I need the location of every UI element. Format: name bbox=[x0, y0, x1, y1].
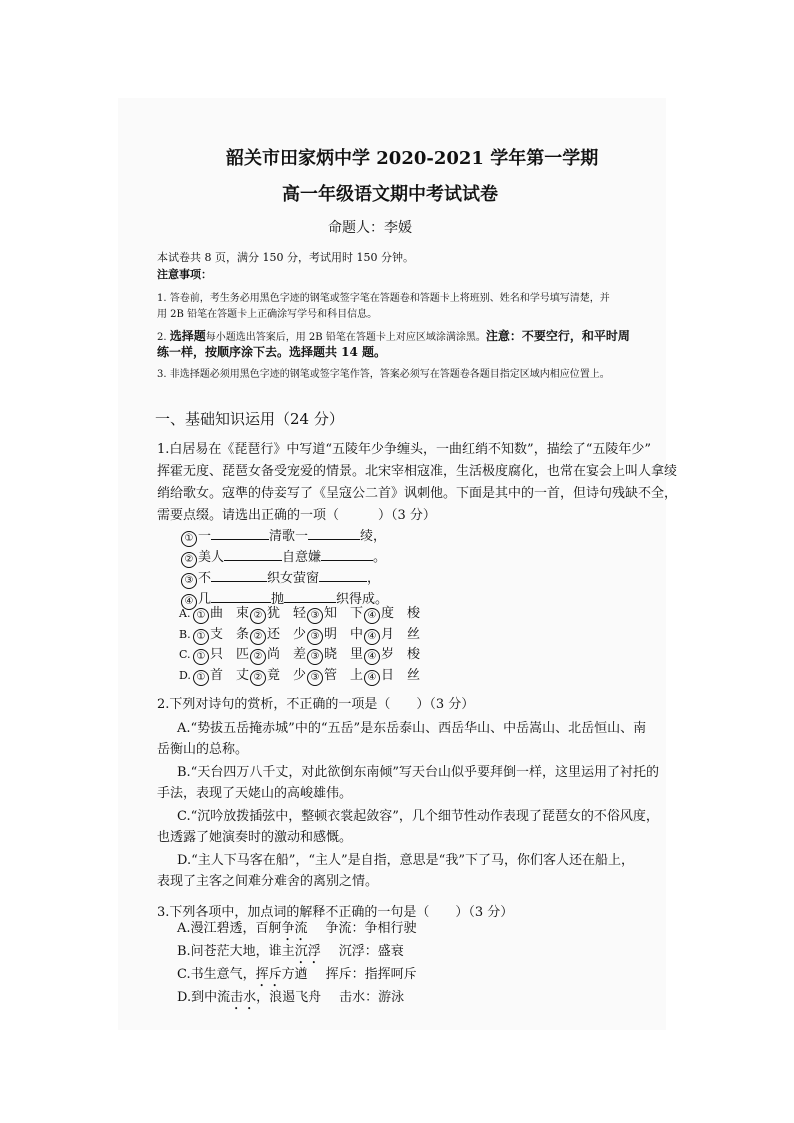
option-label: B. bbox=[179, 627, 191, 641]
poem-line-2 bbox=[181, 549, 386, 568]
poem-text: 不 bbox=[198, 571, 212, 586]
option-word: 明 bbox=[324, 626, 338, 642]
option-word: 里 bbox=[350, 647, 364, 662]
circle-number: ② bbox=[250, 608, 266, 624]
poem-text: 自意嫌 bbox=[282, 550, 322, 565]
option-word: 支 bbox=[210, 626, 224, 642]
option-word: 少 bbox=[293, 667, 307, 683]
notice-1-line1: 1. 答卷前，考生务必用黑色字迹的钢笔或签字笔在答题卷和答题卡上将班别、姓名和学号填写清楚，并 bbox=[157, 293, 610, 304]
poem-text: 美人 bbox=[198, 550, 225, 565]
circle-number: ③ bbox=[307, 670, 323, 686]
option-word: 下 bbox=[350, 606, 364, 621]
q2-option-c-line1: C.“沉吟放拨插弦中，整顿衣裳起敛容”，几个细节性动作表现了琵琶女的不俗风度， bbox=[177, 809, 659, 824]
blank bbox=[211, 591, 271, 603]
option-word: 梭 bbox=[407, 606, 421, 621]
exam-subtitle: 高一年级语文期中考试试卷 bbox=[282, 184, 498, 205]
option-word: 梭 bbox=[407, 647, 421, 662]
blank bbox=[319, 570, 367, 582]
word-gloss: 击水：游泳 bbox=[339, 990, 405, 1005]
option-word: 还 bbox=[267, 626, 281, 642]
q1-option-row bbox=[179, 646, 421, 665]
q2-option-b-line2: 手法，表现了天姥山的高峻雄伟。 bbox=[157, 786, 353, 801]
emphasized-word: 击水 bbox=[230, 990, 257, 1005]
q1-line1: 1.白居易在《琵琶行》中写道“五陵年少争缠头，一曲红绡不知数”，描绘了“五陵年少” bbox=[157, 442, 651, 457]
option-word: 少 bbox=[293, 626, 307, 642]
option-word: 首 bbox=[210, 667, 224, 683]
option-text: ，浪遏飞舟 bbox=[256, 990, 322, 1005]
author-line: 命题人：李媛 bbox=[328, 220, 412, 236]
option-word: 轻 bbox=[293, 606, 307, 621]
emphasized-word: 挥斥 bbox=[255, 967, 282, 982]
poem-text: 清歌一 bbox=[269, 529, 309, 544]
option-word: 知 bbox=[324, 606, 338, 621]
word-gloss: 沉浮：盛衰 bbox=[338, 944, 404, 959]
poem-line-3 bbox=[181, 570, 380, 589]
option-word: 管 bbox=[324, 667, 338, 683]
poem-text: ， bbox=[367, 571, 381, 586]
blank bbox=[284, 591, 336, 603]
exam-title: 韶关市田家炳中学 2020-2021 学年第一学期 bbox=[226, 148, 599, 169]
poem-text: 几 bbox=[198, 592, 212, 607]
section-heading: 一、基础知识运用（24 分） bbox=[155, 410, 344, 428]
q3-stem: 3.下列各项中，加点词的解释不正确的一句是（ ）（3 分） bbox=[157, 905, 514, 920]
q3-option bbox=[177, 989, 404, 1013]
option-label: D. bbox=[179, 668, 191, 682]
notice-2-num: 2. bbox=[157, 332, 167, 343]
notice-title: 注意事项： bbox=[157, 268, 212, 281]
q2-option-c-line2: 也透露了她演奏时的激动和感慨。 bbox=[157, 830, 353, 845]
q2-stem: 2.下列对诗句的赏析，不正确的一项是（ ）（3 分） bbox=[157, 697, 475, 712]
option-word: 晓 bbox=[324, 647, 338, 662]
option-word: 上 bbox=[350, 667, 364, 683]
word-gloss: 挥斥：指挥呵斥 bbox=[325, 967, 417, 982]
blank bbox=[224, 549, 282, 561]
circle-number: ② bbox=[250, 670, 266, 686]
notice-2-bold: 选择题 bbox=[169, 329, 206, 343]
option-word: 尚 bbox=[267, 647, 281, 662]
option-word: 犹 bbox=[267, 606, 281, 621]
circle-number: ③ bbox=[307, 608, 323, 624]
poem-text: 。 bbox=[373, 550, 387, 565]
circle-number: ① bbox=[193, 629, 209, 645]
circle-number: ① bbox=[193, 670, 209, 686]
option-word: 中 bbox=[350, 626, 364, 642]
q2-option-a-line2: 岳衡山的总称。 bbox=[157, 742, 249, 757]
notice-2-line2: 练一样，按顺序涂下去。选择题共 14 题。 bbox=[157, 345, 387, 359]
q3-option bbox=[177, 943, 404, 967]
paper-info: 本试卷共 8 页，满分 150 分，考试用时 150 分钟。 bbox=[157, 251, 414, 264]
option-word: 丝 bbox=[407, 626, 421, 642]
option-text: B.问苍茫大地，谁主 bbox=[177, 944, 295, 959]
q1-line2: 挥霍无度、琵琶女备受宠爱的情景。北宋宰相寇准，生活极度腐化，也常在宴会上叫人拿绫 bbox=[157, 464, 678, 479]
circle-number: ③ bbox=[181, 573, 197, 589]
option-text: C.书生意气， bbox=[177, 967, 256, 982]
poem-text: 抛 bbox=[271, 592, 285, 607]
blank bbox=[211, 528, 269, 540]
poem-text: 织得成。 bbox=[336, 592, 389, 607]
q2-option-b-line1: B.“天台四万八千丈，对此欲倒东南倾”写天台山似乎要拜倒一样，这里运用了衬托的 bbox=[177, 765, 659, 780]
blank bbox=[308, 528, 360, 540]
circle-number: ① bbox=[193, 649, 209, 665]
option-word: 曲 bbox=[210, 606, 224, 621]
q1-line4: 需要点缀。请选出正确的一项（ ）（3 分） bbox=[157, 508, 436, 523]
q1-option-row bbox=[179, 667, 421, 686]
poem-line-1 bbox=[181, 528, 386, 547]
circle-number: ① bbox=[193, 608, 209, 624]
circle-number: ③ bbox=[307, 649, 323, 665]
circle-number: ④ bbox=[364, 629, 380, 645]
poem-text: 织女萤窗 bbox=[267, 571, 320, 586]
option-word: 竟 bbox=[267, 667, 281, 683]
option-word: 差 bbox=[293, 647, 307, 662]
option-word: 束 bbox=[236, 606, 250, 621]
option-word: 度 bbox=[381, 606, 395, 621]
q1-option-row bbox=[179, 626, 421, 645]
option-word: 岁 bbox=[381, 647, 395, 662]
notice-2-warning: 注意：不要空行，和平时周 bbox=[485, 329, 630, 343]
circle-number: ④ bbox=[364, 608, 380, 624]
option-word: 条 bbox=[236, 626, 250, 642]
circle-number: ④ bbox=[364, 649, 380, 665]
q1-option-row bbox=[179, 605, 421, 624]
option-word: 日 bbox=[381, 667, 395, 683]
option-label: C. bbox=[179, 648, 191, 661]
option-text: 方遒 bbox=[281, 967, 308, 982]
q3-option bbox=[177, 920, 417, 944]
option-word: 丈 bbox=[236, 667, 250, 683]
q2-option-d-line2: 表现了主客之间难分难舍的离别之情。 bbox=[157, 874, 379, 889]
circle-number: ② bbox=[250, 649, 266, 665]
circle-number: ② bbox=[250, 629, 266, 645]
circle-number: ② bbox=[181, 552, 197, 568]
blank bbox=[211, 570, 267, 582]
q2-option-d-line1: D.“主人下马客在船”，“主人”是自指，意思是“我”下了马，你们客人还在船上， bbox=[177, 853, 634, 868]
emphasized-word: 沉浮 bbox=[294, 944, 321, 959]
circle-number: ④ bbox=[364, 670, 380, 686]
circle-number: ④ bbox=[181, 594, 197, 610]
option-text: D.到中流 bbox=[177, 990, 231, 1005]
circle-number: ① bbox=[181, 531, 197, 547]
option-word: 月 bbox=[381, 626, 395, 642]
q2-option-a-line1: A.“势拔五岳掩赤城”中的“五岳”是东岳泰山、西岳华山、中岳嵩山、北岳恒山、南 bbox=[177, 721, 647, 736]
option-word: 匹 bbox=[236, 647, 250, 662]
circle-number: ③ bbox=[307, 629, 323, 645]
emphasized-word: 争流 bbox=[281, 921, 308, 936]
blank bbox=[321, 549, 373, 561]
word-gloss: 争流：争相行驶 bbox=[325, 921, 417, 936]
notice-3: 3. 非选择题必须用黑色字迹的钢笔或签字笔作答，答案必须写在答题卷各题目指定区域内相应位置上。 bbox=[157, 369, 610, 380]
notice-2-text: 每小题选出答案后，用 2B 铅笔在答题卡上对应区域涂满涂黑。 bbox=[205, 332, 486, 343]
q1-line3: 绡给歌女。寇準的侍妾写了《呈寇公二首》讽刺他。下面是其中的一首，但诗句残缺不全， bbox=[157, 486, 678, 501]
q3-option bbox=[177, 966, 417, 990]
poem-text: 绫， bbox=[360, 529, 387, 544]
option-text: A.漫江碧透，百舸 bbox=[177, 921, 282, 936]
option-label: A. bbox=[179, 607, 191, 620]
option-word: 只 bbox=[210, 647, 224, 662]
poem-text: 一 bbox=[198, 529, 212, 544]
notice-1-line2: 用 2B 铅笔在答题卡上正确涂写学号和科目信息。 bbox=[157, 309, 378, 320]
option-word: 丝 bbox=[407, 667, 421, 683]
